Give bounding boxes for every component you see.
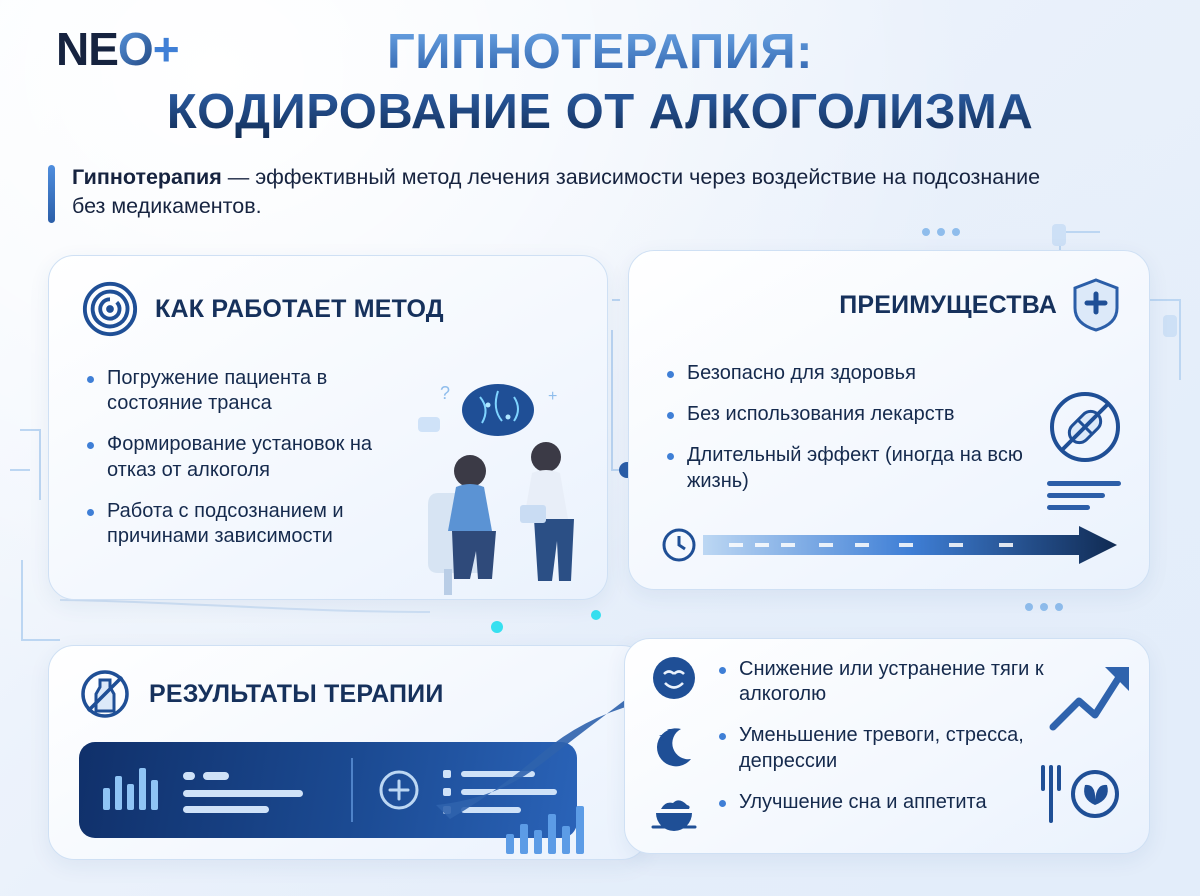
calm-face-icon — [651, 655, 697, 701]
card-results-header — [79, 668, 444, 720]
card-advantages — [628, 250, 1150, 590]
list-item: Уменьшение тревоги, стресса, депрессии — [717, 723, 1067, 773]
lede-rest-text: — эффективный метод лечения зависимости через воздействие на подсознание без медикаментов. — [72, 165, 1041, 218]
brain-icon — [462, 384, 534, 436]
lede-bold-term: Гипнотерапия — [72, 165, 222, 189]
list-item: Работа с подсознанием и причинами зависимости — [85, 499, 415, 549]
card-advantages-header — [839, 277, 1121, 333]
sleep-moon-icon — [651, 723, 697, 769]
svg-text:+: + — [548, 388, 558, 405]
card-method-list — [85, 366, 415, 565]
spiral-icon — [81, 280, 139, 338]
lede-paragraph — [48, 163, 1078, 220]
svg-text:?: ? — [440, 383, 451, 403]
healthy-food-icon — [1033, 761, 1129, 827]
card-outcomes-list — [717, 657, 1067, 831]
card-advantages-title: ПРЕИМУЩЕСТВА — [839, 291, 1057, 319]
rising-trend-icon — [1045, 657, 1135, 737]
page-title-line1: ГИПНОТЕРАПИЯ: — [0, 24, 1200, 80]
therapy-session-illustration — [400, 355, 610, 600]
no-pills-icon — [1047, 389, 1123, 465]
shield-plus-icon — [1071, 277, 1121, 333]
list-item: Безопасно для здоровья — [665, 361, 1025, 386]
long-term-effect-arrow — [659, 523, 1121, 567]
page-title-line2: КОДИРОВАНИЕ ОТ АЛКОГОЛИЗМА — [0, 84, 1200, 140]
meal-bowl-icon — [651, 789, 697, 835]
card-advantages-list — [665, 361, 1025, 510]
list-item: Улучшение сна и аппетита — [717, 790, 1067, 815]
list-item: Без использования лекарств — [665, 402, 1025, 427]
decorative-dashes — [1047, 481, 1121, 517]
card-method-title: КАК РАБОТАЕТ МЕТОД — [155, 295, 444, 323]
list-item: Формирование установок на отказ от алкоголя — [85, 432, 415, 482]
page-title — [0, 24, 1200, 140]
svg-text:z: z — [659, 732, 665, 744]
svg-text:z: z — [667, 726, 672, 736]
list-item: Длительный эффект (иногда на всю жизнь) — [665, 443, 1025, 493]
card-method-header — [81, 280, 511, 338]
list-item: Снижение или устранение тяги к алкоголю — [717, 657, 1067, 707]
list-item: Погружение пациента в состояние транса — [85, 366, 415, 416]
card-outcomes — [624, 638, 1150, 854]
no-alcohol-icon — [79, 668, 131, 720]
mini-bar-chart — [500, 800, 620, 856]
card-results-title: РЕЗУЛЬТАТЫ ТЕРАПИИ — [149, 680, 444, 708]
